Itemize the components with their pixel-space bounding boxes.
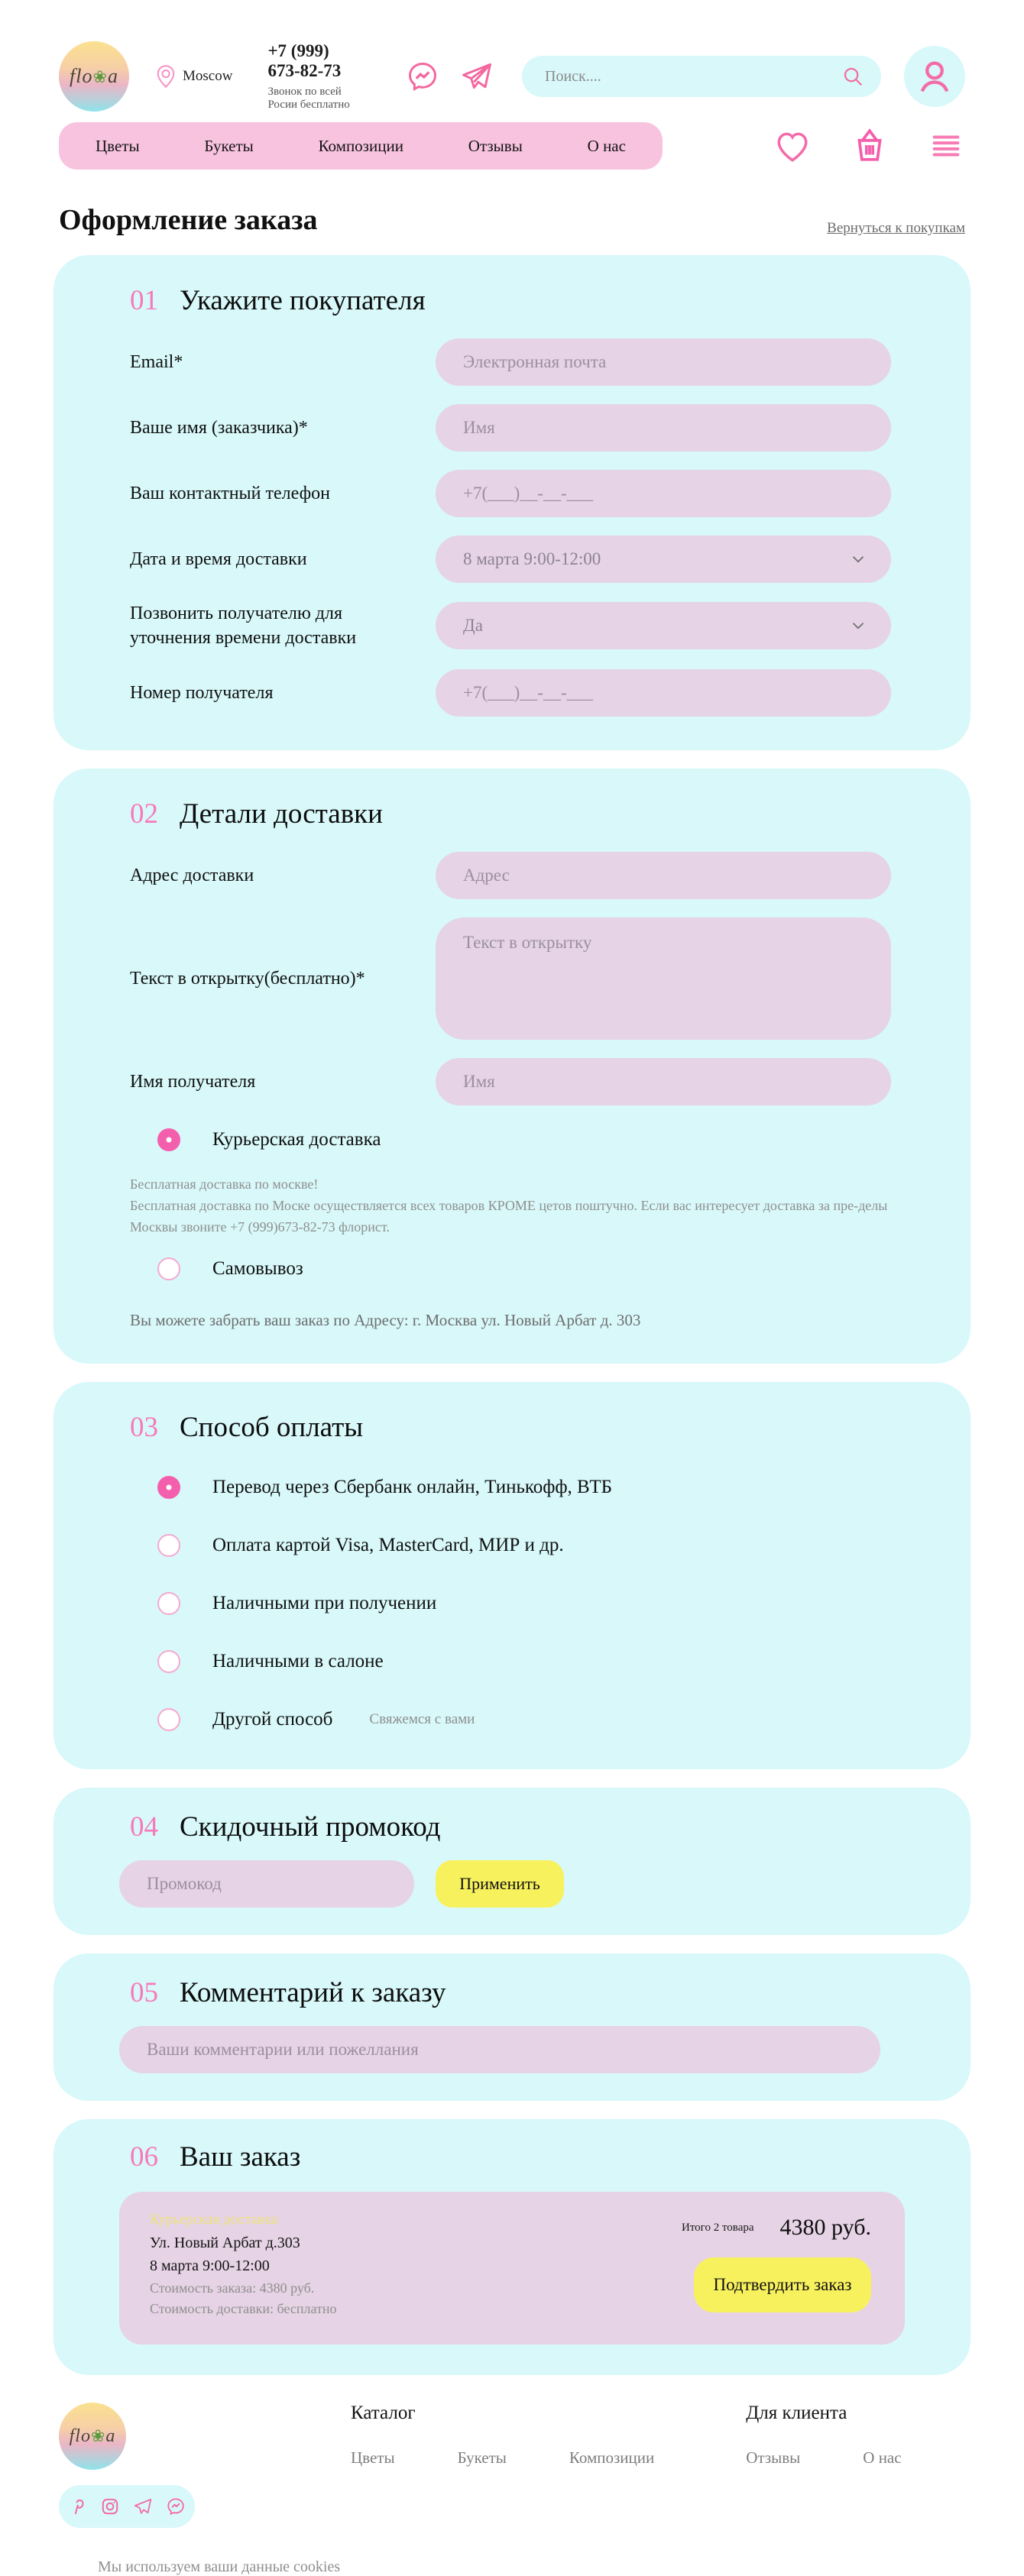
section-title: Способ оплаты bbox=[180, 1412, 364, 1444]
recipient-phone-field[interactable] bbox=[463, 683, 868, 703]
contact-phone-field[interactable] bbox=[463, 484, 868, 503]
header bbox=[59, 41, 965, 112]
section-number: 01 bbox=[130, 285, 158, 316]
total-row bbox=[682, 2215, 871, 2241]
order-details bbox=[150, 2212, 535, 2322]
section-head bbox=[130, 1976, 894, 2009]
nav-row bbox=[59, 122, 965, 170]
radio-checked-icon[interactable] bbox=[157, 1128, 180, 1151]
section-payment bbox=[53, 1382, 971, 1769]
radio-label: Другой способ bbox=[212, 1709, 333, 1730]
city-selector[interactable] bbox=[155, 64, 232, 89]
section-head bbox=[130, 1811, 894, 1843]
section-number: 06 bbox=[130, 2141, 158, 2173]
radio-label: Самовывоз bbox=[212, 1258, 303, 1280]
section-comment bbox=[53, 1953, 971, 2101]
messenger-icon[interactable] bbox=[166, 2497, 186, 2516]
postcard-field-wrap bbox=[436, 917, 891, 1040]
delivery-option-courier[interactable] bbox=[157, 1128, 894, 1151]
radio-label: Наличными при получении bbox=[212, 1593, 437, 1614]
confirm-order-button[interactable]: Подтвердить заказ bbox=[694, 2257, 871, 2312]
logo[interactable] bbox=[59, 41, 129, 112]
payment-option-cash-on-delivery[interactable] bbox=[157, 1592, 894, 1615]
order-summary-card bbox=[119, 2192, 905, 2345]
address-field-wrap bbox=[436, 852, 891, 899]
chevron-down-icon bbox=[848, 549, 868, 569]
location-pin-icon bbox=[155, 64, 177, 89]
courier-note-line1: Бесплатная доставка по москве! bbox=[130, 1176, 319, 1192]
section-head bbox=[130, 284, 894, 317]
section-head bbox=[130, 1411, 894, 1444]
recipient-name-field-wrap bbox=[436, 1058, 891, 1105]
apply-promo-button[interactable]: Применить bbox=[436, 1860, 564, 1908]
field-label: Позвонить получателю для уточнения времени доставки bbox=[130, 604, 357, 649]
section-title: Ваш заказ bbox=[180, 2141, 301, 2173]
chevron-down-icon bbox=[848, 616, 868, 636]
radio-unchecked-icon[interactable] bbox=[157, 1708, 180, 1731]
header-socials bbox=[406, 60, 494, 93]
flower-icon: ❀ bbox=[92, 67, 108, 86]
back-to-shopping-link[interactable]: Вернуться к покупкам bbox=[827, 220, 965, 236]
select-value: Да bbox=[463, 616, 483, 636]
radio-label: Курьерская доставка bbox=[212, 1128, 381, 1150]
footer-catalog-links bbox=[351, 2448, 654, 2468]
nav-item-reviews[interactable]: Отзывы bbox=[468, 136, 523, 155]
section-title: Укажите покупателя bbox=[180, 285, 426, 316]
pinterest-icon[interactable] bbox=[68, 2497, 88, 2516]
section-number: 04 bbox=[130, 1811, 158, 1843]
search-bar bbox=[522, 56, 881, 97]
contact-phone-field-wrap bbox=[436, 470, 891, 517]
radio-label: Наличными в салоне bbox=[212, 1651, 384, 1672]
section-head bbox=[130, 798, 894, 830]
telegram-icon[interactable] bbox=[132, 2497, 154, 2516]
order-total-block bbox=[535, 2212, 871, 2322]
payment-option-card[interactable] bbox=[157, 1534, 894, 1557]
search-input[interactable] bbox=[545, 68, 841, 86]
field-label: Адрес доставки bbox=[130, 865, 254, 885]
footer-link-reviews[interactable]: Отзывы bbox=[746, 2448, 801, 2468]
section-number: 02 bbox=[130, 798, 158, 830]
flower-icon: ❀ bbox=[90, 2426, 106, 2445]
recipient-name-field[interactable] bbox=[463, 1072, 868, 1092]
checkout-page bbox=[0, 41, 1024, 2576]
form-row-call-recipient bbox=[130, 601, 894, 651]
logo-text: flo❀a bbox=[70, 65, 118, 87]
nav-item-compositions[interactable]: Композиции bbox=[318, 136, 403, 155]
nav-item-flowers[interactable]: Цветы bbox=[96, 136, 140, 155]
order-address: Ул. Новый Арбат д.303 bbox=[150, 2235, 300, 2252]
footer-socials bbox=[59, 2485, 195, 2528]
delivery-cost: Стоимость доставки: бесплатно bbox=[150, 2301, 337, 2317]
address-field[interactable] bbox=[463, 866, 868, 885]
form-row-address bbox=[130, 852, 894, 899]
payment-option-cash-in-salon[interactable] bbox=[157, 1650, 894, 1673]
form-row-name bbox=[130, 404, 894, 451]
footer-catalog-column bbox=[351, 2403, 654, 2528]
footer-link-about[interactable]: О нас bbox=[863, 2448, 902, 2468]
delivery-option-pickup[interactable] bbox=[157, 1257, 894, 1280]
footer-link-compositions[interactable]: Композиции bbox=[569, 2448, 655, 2468]
field-label: Ваше имя (заказчика)* bbox=[130, 417, 308, 438]
payment-option-bank-transfer[interactable] bbox=[157, 1476, 894, 1499]
call-recipient-select[interactable] bbox=[436, 602, 891, 649]
nav-item-bouquets[interactable]: Букеты bbox=[204, 136, 254, 155]
logo-text: flo❀a bbox=[69, 2426, 116, 2446]
phone-block bbox=[267, 41, 363, 112]
radio-checked-icon[interactable] bbox=[157, 1476, 180, 1499]
form-row-delivery-datetime bbox=[130, 536, 894, 583]
field-label: Имя получателя bbox=[130, 1071, 256, 1092]
footer-client-column bbox=[746, 2403, 901, 2528]
order-cost: Стоимость заказа: 4380 руб. bbox=[150, 2280, 315, 2296]
buyer-name-field-wrap bbox=[436, 404, 891, 451]
pickup-address-note: Вы можете забрать ваш заказ по Адресу: г. Москва ул. Новый Арбат д. 303 bbox=[130, 1311, 641, 1330]
footer-logo[interactable] bbox=[59, 2403, 126, 2470]
buyer-name-field[interactable] bbox=[463, 418, 868, 438]
form-row-email bbox=[130, 338, 894, 386]
page-title: Оформление заказа bbox=[59, 204, 318, 236]
radio-label: Перевод через Сбербанк онлайн, Тинькофф, ВТБ bbox=[212, 1477, 612, 1498]
total-price: 4380 руб. bbox=[779, 2215, 871, 2241]
title-row bbox=[59, 203, 965, 237]
hamburger-icon[interactable] bbox=[927, 128, 965, 163]
form-row-postcard bbox=[130, 917, 894, 1040]
email-field[interactable] bbox=[463, 352, 868, 372]
select-value: 8 марта 9:00-12:00 bbox=[463, 549, 601, 568]
courier-note-line2: Бесплатная доставка по Моске осуществляется всех товаров КРОМЕ цетов поштучно. Если вас интересует доставка за пре-делы Москвы звоните +7 (999)673-82-73 флорист. bbox=[130, 1197, 888, 1235]
nav-item-about[interactable]: О нас bbox=[587, 136, 626, 155]
promo-row bbox=[119, 1860, 894, 1908]
field-label: Дата и время доставки bbox=[130, 549, 307, 569]
footer-link-flowers[interactable]: Цветы bbox=[351, 2448, 395, 2468]
form-row-recipient-name bbox=[130, 1058, 894, 1105]
instagram-icon[interactable] bbox=[100, 2497, 120, 2516]
radio-unchecked-icon[interactable] bbox=[157, 1650, 180, 1673]
field-label: Номер получателя bbox=[130, 682, 274, 703]
form-row-phone bbox=[130, 470, 894, 517]
nav-icons bbox=[773, 127, 965, 165]
courier-delivery-note bbox=[130, 1174, 894, 1238]
field-label: Ваш контактный телефон bbox=[130, 483, 330, 503]
section-number: 03 bbox=[130, 1412, 158, 1444]
radio-label: Оплата картой Visa, MasterCard, МИР и др. bbox=[212, 1535, 564, 1556]
cookies-notice: Мы используем ваши данные cookies bbox=[98, 2558, 341, 2576]
footer-catalog-title: Каталог bbox=[351, 2403, 416, 2424]
phone-number[interactable]: +7 (999) 673-82-73 bbox=[267, 41, 342, 80]
email-field-wrap bbox=[436, 338, 891, 386]
main-nav bbox=[59, 122, 663, 170]
section-buyer bbox=[53, 255, 971, 750]
section-promo bbox=[53, 1788, 971, 1935]
order-comment-input[interactable] bbox=[147, 2040, 857, 2060]
footer-client-links bbox=[746, 2448, 901, 2468]
footer bbox=[59, 2403, 965, 2528]
footer-client-title: Для клиента bbox=[746, 2403, 847, 2424]
radio-unchecked-icon[interactable] bbox=[157, 1257, 180, 1280]
city-label: Moscow bbox=[183, 68, 233, 84]
total-items-label: Итого 2 товара bbox=[681, 2221, 754, 2234]
section-number: 05 bbox=[130, 1977, 158, 2009]
telegram-icon[interactable] bbox=[459, 60, 494, 93]
promo-code-input[interactable] bbox=[147, 1874, 391, 1894]
payment-option-other[interactable] bbox=[157, 1708, 894, 1731]
section-head bbox=[130, 2141, 894, 2173]
user-icon bbox=[915, 57, 954, 96]
comment-field-wrap bbox=[119, 2026, 880, 2073]
field-label: Email* bbox=[130, 351, 183, 372]
section-title: Комментарий к заказу bbox=[180, 1977, 446, 2009]
promo-field-wrap bbox=[119, 1860, 414, 1908]
recipient-phone-field-wrap bbox=[436, 669, 891, 717]
field-label: Текст в открытку(бесплатно)* bbox=[130, 968, 365, 989]
footer-link-bouquets[interactable]: Букеты bbox=[457, 2448, 507, 2468]
section-order-summary bbox=[53, 2119, 971, 2375]
radio-unchecked-icon[interactable] bbox=[157, 1534, 180, 1557]
delivery-datetime-select[interactable] bbox=[436, 536, 891, 583]
search-icon[interactable] bbox=[841, 65, 864, 88]
section-delivery bbox=[53, 769, 971, 1364]
footer-left bbox=[59, 2403, 242, 2528]
postcard-textarea[interactable] bbox=[463, 933, 868, 1024]
heart-icon[interactable] bbox=[773, 127, 812, 165]
section-title: Детали доставки bbox=[180, 798, 383, 830]
basket-icon[interactable] bbox=[851, 127, 889, 165]
order-delivery-type: Курьерская доставка bbox=[150, 2212, 278, 2228]
section-title: Скидочный промокод bbox=[180, 1811, 441, 1843]
radio-unchecked-icon[interactable] bbox=[157, 1592, 180, 1615]
messenger-icon[interactable] bbox=[406, 60, 439, 93]
phone-note: Звонок по всей Росии бесплатно bbox=[267, 86, 350, 111]
form-row-recipient-phone bbox=[130, 669, 894, 717]
order-datetime: 8 марта 9:00-12:00 bbox=[150, 2257, 270, 2275]
account-button[interactable] bbox=[904, 46, 965, 107]
payment-other-note: Свяжемся с вами bbox=[369, 1711, 475, 1728]
